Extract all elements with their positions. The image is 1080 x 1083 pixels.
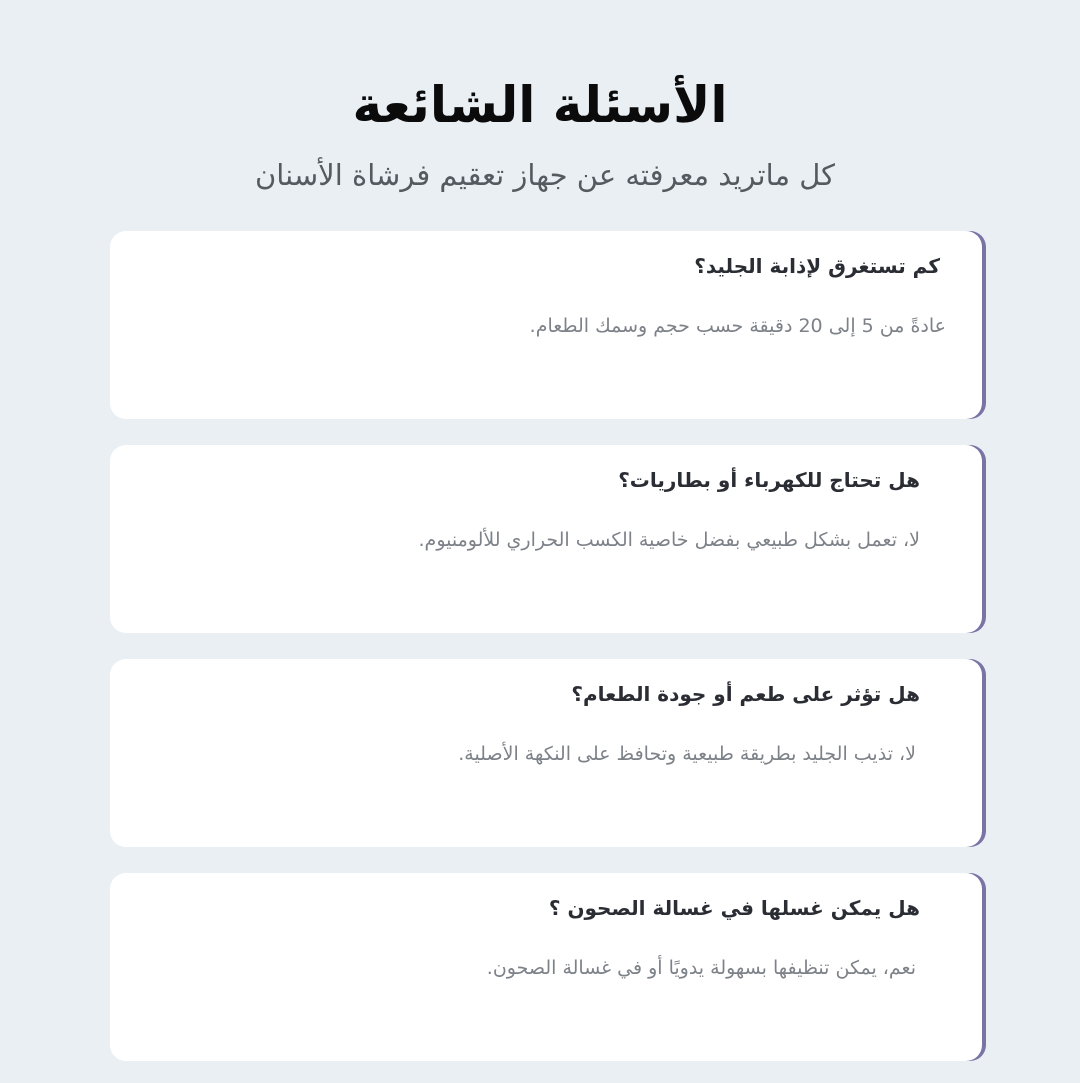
faq-answer: نعم، يمكن تنظيفها بسهولة يدويًا أو في غسالة الصحون. [486,957,916,979]
page-subtitle: كل ماتريد معرفته عن جهاز تعقيم فرشاة الأسنان [255,158,835,192]
faq-item-dishwasher[interactable] [110,873,982,1061]
page-title: الأسئلة الشائعة [352,76,728,134]
faq-answer: لا، تعمل بشكل طبيعي بفضل خاصية الكسب الحراري للألومنيوم. [418,529,920,551]
faq-question: هل تؤثر على طعم أو جودة الطعام؟ [571,682,920,706]
faq-answer: عادةً من 5 إلى 20 دقيقة حسب حجم وسمك الطعام. [529,315,946,337]
faq-item-food-quality[interactable] [110,659,982,847]
faq-question: هل تحتاج للكهرباء أو بطاريات؟ [618,468,920,492]
faq-item-defrost-time[interactable] [110,231,982,419]
faq-item-power-source[interactable] [110,445,982,633]
faq-answer: لا، تذيب الجليد بطريقة طبيعية وتحافظ على النكهة الأصلية. [458,743,916,765]
faq-question: كم تستغرق لإذابة الجليد؟ [694,254,940,278]
faq-list [110,231,982,1061]
faq-question: هل يمكن غسلها في غسالة الصحون ؟ [548,896,920,920]
